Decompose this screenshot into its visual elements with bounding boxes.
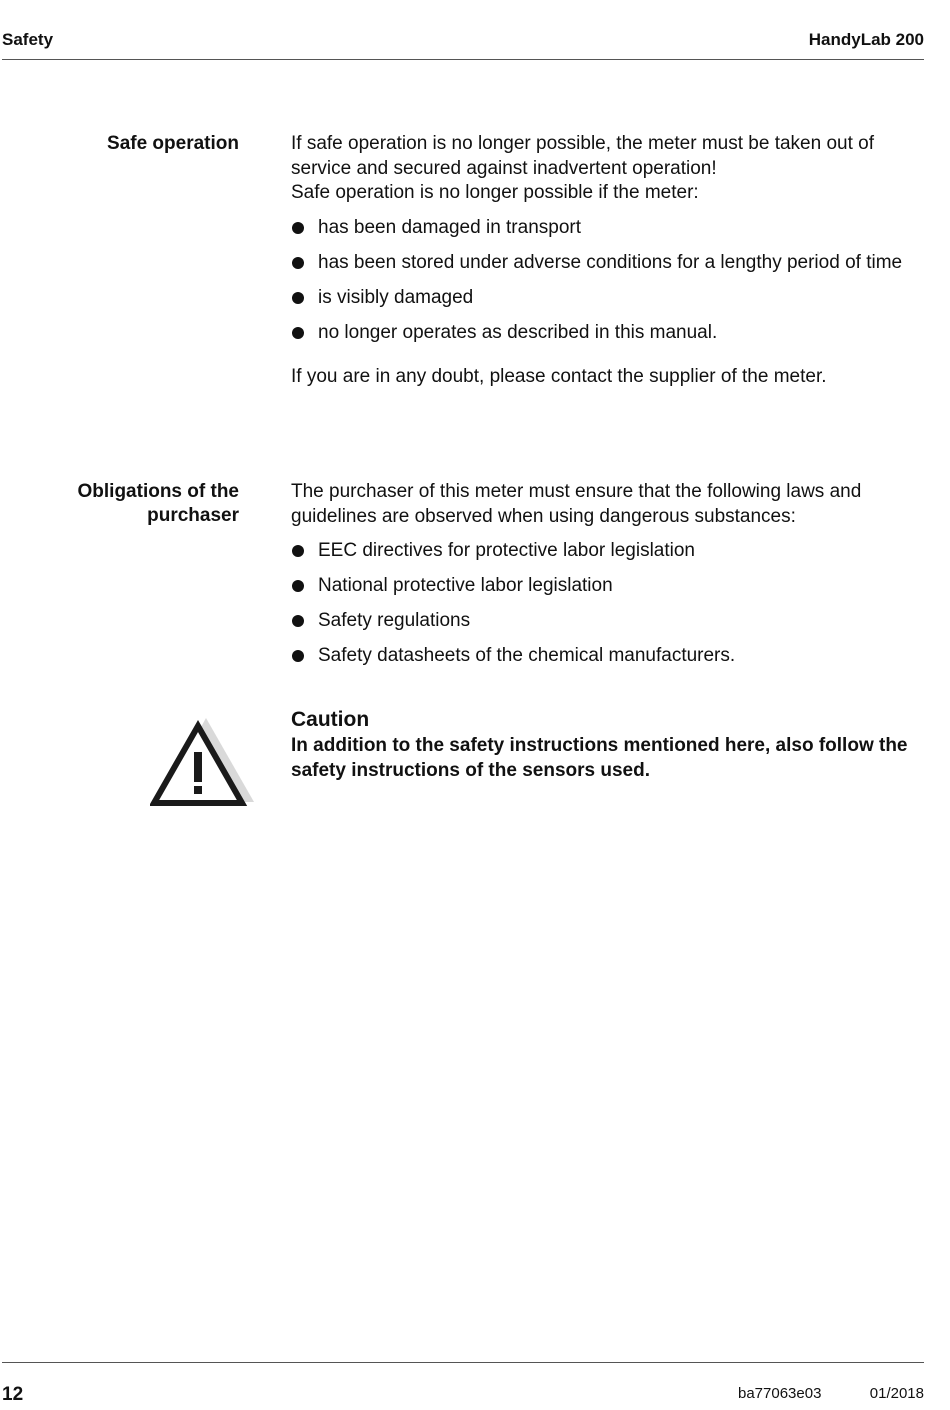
list-item [291,286,926,311]
document-id: ba77063e03 [738,1385,822,1402]
page-footer [2,1362,924,1410]
obligations-intro: The purchaser of this meter must ensure that the following laws and guidelines are observed when using dangerous substances: [291,481,862,527]
list-item [291,609,926,634]
list-item-text: no longer operates as described in this manual. [318,321,718,343]
list-item-text: Safety datasheets of the chemical manufacturers. [318,645,736,666]
bullet-icon [292,615,304,627]
bullet-icon [292,545,304,557]
list-item-text: has been damaged in transport [318,216,582,238]
list-item-text: National protective labor legislation [318,575,613,596]
caution-notice [291,707,931,783]
obligations-body [291,480,926,679]
safe-operation-condition-lead: Safe operation is no longer possible if the meter: [291,182,699,203]
caution-title: Caution [291,708,370,731]
header-section-title: Safety [2,30,54,49]
list-item [291,321,926,346]
list-item [291,574,926,599]
list-item [291,251,926,276]
bullet-icon [292,580,304,592]
safe-operation-list [291,216,926,346]
list-item-text: EEC directives for protective labor legislation [318,540,696,561]
safe-operation-body [291,132,926,390]
safe-operation-intro: If safe operation is no longer possible, the meter must be taken out of service and secured against inadvertent operation! [291,133,875,179]
page-header [2,28,924,60]
bullet-icon [292,292,304,304]
obligations-list [291,539,926,669]
safe-operation-outro: If you are in any doubt, please contact the supplier of the meter. [291,366,827,387]
caution-text: In addition to the safety instructions mentioned here, also follow the safety instructions of the sensors used. [291,735,908,781]
bullet-icon [292,650,304,662]
header-product-name: HandyLab 200 [808,30,924,49]
bullet-icon [292,222,304,234]
page-number: 12 [2,1384,24,1405]
list-item-text: Safety regulations [318,610,471,631]
bullet-icon [292,257,304,269]
document-date: 01/2018 [869,1385,924,1402]
obligations-heading: Obligations of the purchaser [77,481,239,526]
bullet-icon [292,327,304,339]
list-item [291,539,926,564]
list-item [291,644,926,669]
warning-triangle-icon [150,714,254,808]
list-item-text: has been stored under adverse conditions for a lengthy period of time [318,251,903,273]
list-item-text: is visibly damaged [318,286,474,308]
list-item [291,216,926,241]
safe-operation-heading: Safe operation [107,133,239,154]
